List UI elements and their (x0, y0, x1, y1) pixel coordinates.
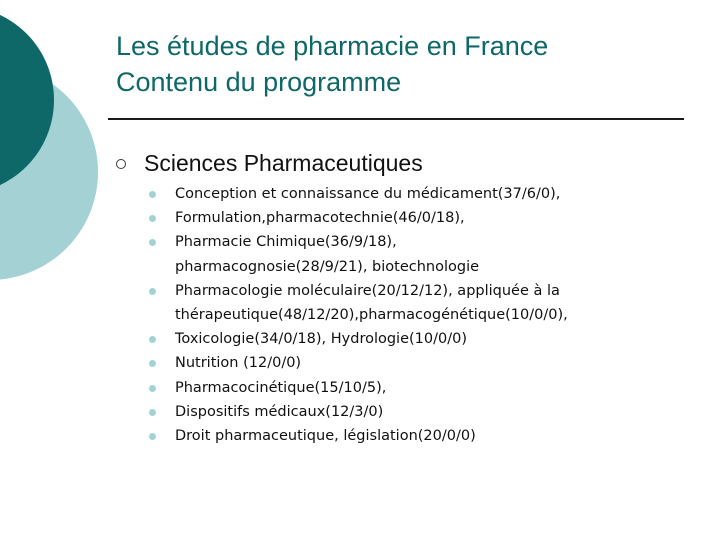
dot-bullet-icon (149, 360, 156, 367)
dot-bullet-icon (149, 409, 156, 416)
list-item (170, 279, 690, 327)
title-line-1: Les études de pharmacie en France (116, 31, 549, 61)
list-item (170, 327, 690, 351)
decorative-circles (0, 0, 110, 300)
list-item (170, 230, 690, 278)
title-divider (108, 118, 684, 120)
list-item-text: Formulation,pharmacotechnie(46/0/18), (175, 210, 465, 227)
list-item (170, 376, 690, 400)
ring-bullet-icon (116, 159, 126, 169)
course-list (170, 182, 690, 448)
list-item-text-continued: pharmacognosie(28/9/21), biotechnologie (175, 258, 480, 275)
dot-bullet-icon (149, 385, 156, 392)
dot-bullet-icon (149, 215, 156, 222)
list-item-text: Pharmacologie moléculaire(20/12/12), appliquée à la (175, 282, 560, 299)
list-item-text: Pharmacocinétique(15/10/5), (175, 379, 387, 396)
list-item-text-continued: thérapeutique(48/12/20),pharmacogénétique(10/0/0), (175, 307, 568, 324)
list-item (170, 400, 690, 424)
list-item-text: Dispositifs médicaux(12/3/0) (175, 403, 384, 420)
dot-bullet-icon (149, 288, 156, 295)
dot-bullet-icon (149, 239, 156, 246)
dot-bullet-icon (149, 191, 156, 198)
list-item (170, 206, 690, 230)
dot-bullet-icon (149, 336, 156, 343)
slide-title (116, 28, 696, 100)
list-item (170, 424, 690, 448)
list-item-text: Nutrition (12/0/0) (175, 355, 302, 372)
list-item (170, 182, 690, 206)
list-item-text: Toxicologie(34/0/18), Hydrologie(10/0/0) (175, 331, 467, 348)
list-item-text: Pharmacie Chimique(36/9/18), (175, 234, 397, 251)
title-line-2: Contenu du programme (116, 67, 402, 97)
list-item-text: Conception et connaissance du médicament(37/6/0), (175, 186, 561, 202)
list-item (170, 351, 690, 375)
dot-bullet-icon (149, 433, 156, 440)
section-heading (116, 148, 423, 178)
list-item-text: Droit pharmaceutique, législation(20/0/0) (175, 428, 476, 445)
section-heading-text: Sciences Pharmaceutiques (144, 149, 423, 176)
